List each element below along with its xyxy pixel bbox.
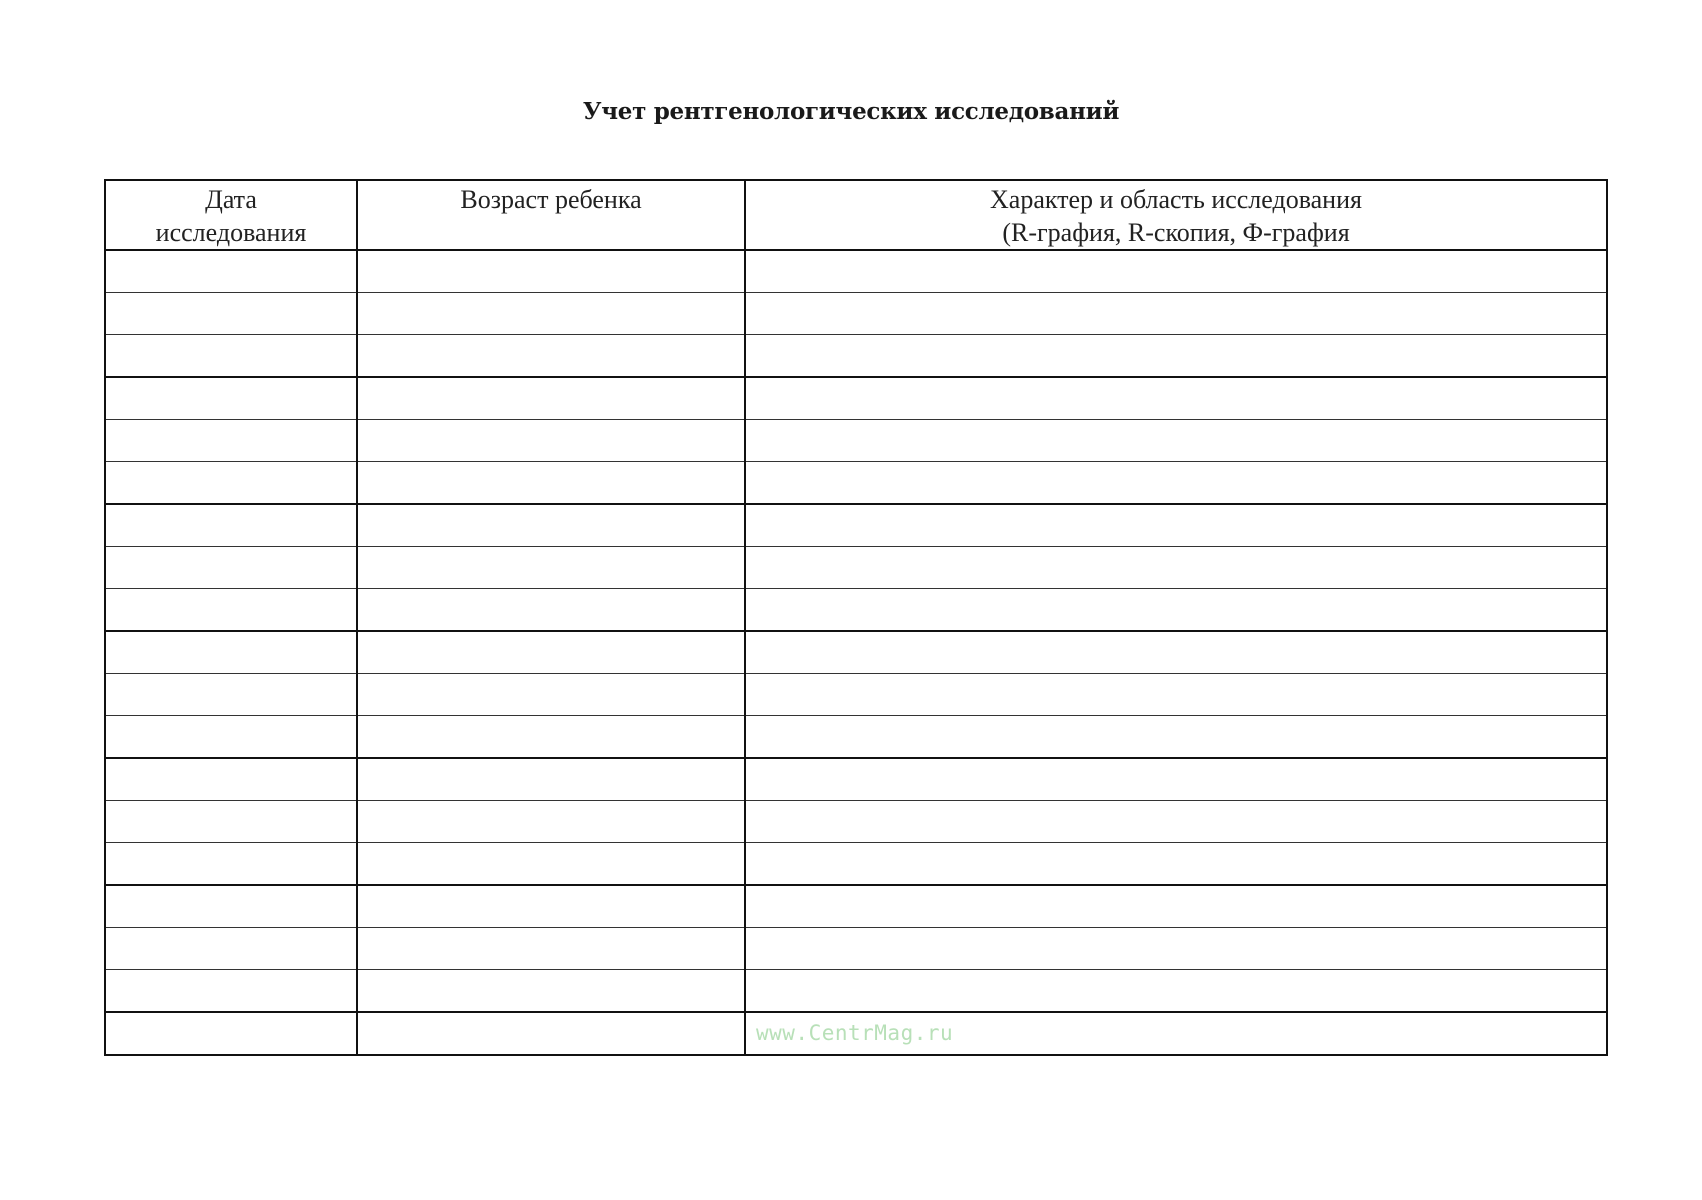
cell-child-age[interactable] bbox=[357, 250, 745, 293]
cell-child-age[interactable] bbox=[357, 631, 745, 674]
cell-date[interactable] bbox=[105, 631, 357, 674]
cell-study-type[interactable] bbox=[745, 250, 1607, 293]
table-row bbox=[105, 504, 1607, 547]
cell-child-age[interactable] bbox=[357, 801, 745, 843]
table-row bbox=[105, 335, 1607, 378]
table-row bbox=[105, 928, 1607, 970]
cell-study-type[interactable] bbox=[745, 801, 1607, 843]
cell-date[interactable] bbox=[105, 335, 357, 378]
cell-date[interactable] bbox=[105, 250, 357, 293]
cell-date[interactable] bbox=[105, 504, 357, 547]
cell-date[interactable] bbox=[105, 970, 357, 1013]
cell-child-age[interactable] bbox=[357, 674, 745, 716]
cell-date[interactable] bbox=[105, 377, 357, 420]
cell-date[interactable] bbox=[105, 462, 357, 505]
cell-study-type[interactable] bbox=[745, 589, 1607, 632]
cell-child-age[interactable] bbox=[357, 377, 745, 420]
cell-date[interactable] bbox=[105, 547, 357, 589]
cell-study-type[interactable] bbox=[745, 377, 1607, 420]
table-row bbox=[105, 250, 1607, 293]
cell-study-type[interactable] bbox=[745, 462, 1607, 505]
table-row bbox=[105, 420, 1607, 462]
table-row bbox=[105, 885, 1607, 928]
table-row bbox=[105, 801, 1607, 843]
cell-study-type[interactable] bbox=[745, 335, 1607, 378]
cell-child-age[interactable] bbox=[357, 420, 745, 462]
cell-study-type[interactable] bbox=[745, 293, 1607, 335]
cell-study-type[interactable] bbox=[745, 970, 1607, 1013]
cell-date[interactable] bbox=[105, 1012, 357, 1055]
cell-study-type[interactable] bbox=[745, 885, 1607, 928]
table-body bbox=[105, 250, 1607, 1055]
header-date-line-1: Дата bbox=[205, 185, 257, 214]
cell-date[interactable] bbox=[105, 589, 357, 632]
table-row bbox=[105, 970, 1607, 1013]
cell-child-age[interactable] bbox=[357, 504, 745, 547]
cell-study-type[interactable] bbox=[745, 716, 1607, 759]
cell-study-type[interactable] bbox=[745, 674, 1607, 716]
table-row bbox=[105, 377, 1607, 420]
header-child-age bbox=[357, 180, 745, 250]
cell-child-age[interactable] bbox=[357, 589, 745, 632]
cell-child-age[interactable] bbox=[357, 716, 745, 759]
cell-date[interactable] bbox=[105, 885, 357, 928]
cell-date[interactable] bbox=[105, 801, 357, 843]
table-row bbox=[105, 293, 1607, 335]
table-row bbox=[105, 674, 1607, 716]
cell-study-type[interactable] bbox=[745, 843, 1607, 886]
cell-date[interactable] bbox=[105, 716, 357, 759]
cell-study-type[interactable] bbox=[745, 420, 1607, 462]
header-study-type-line-1: Характер и область исследования bbox=[990, 185, 1362, 214]
header-study-type-line-2: (R-графия, R-скопия, Ф-графия bbox=[1002, 218, 1350, 247]
table-row bbox=[105, 462, 1607, 505]
cell-date[interactable] bbox=[105, 758, 357, 801]
header-date-line-2: исследования bbox=[155, 218, 307, 247]
table-row bbox=[105, 843, 1607, 886]
header-date bbox=[105, 180, 357, 250]
watermark: www.CentrMag.ru bbox=[756, 1021, 954, 1045]
cell-study-type[interactable] bbox=[745, 928, 1607, 970]
cell-date[interactable] bbox=[105, 293, 357, 335]
table-row bbox=[105, 547, 1607, 589]
cell-study-type[interactable] bbox=[745, 631, 1607, 674]
cell-child-age[interactable] bbox=[357, 1012, 745, 1055]
cell-date[interactable] bbox=[105, 674, 357, 716]
cell-study-type[interactable] bbox=[745, 504, 1607, 547]
cell-child-age[interactable] bbox=[357, 885, 745, 928]
cell-child-age[interactable] bbox=[357, 970, 745, 1013]
table-row bbox=[105, 631, 1607, 674]
cell-child-age[interactable] bbox=[357, 462, 745, 505]
header-study-type bbox=[745, 180, 1607, 250]
cell-child-age[interactable] bbox=[357, 758, 745, 801]
header-child-age-line-1: Возраст ребенка bbox=[460, 185, 642, 214]
cell-child-age[interactable] bbox=[357, 293, 745, 335]
cell-study-type[interactable] bbox=[745, 758, 1607, 801]
table-row bbox=[105, 758, 1607, 801]
cell-child-age[interactable] bbox=[357, 547, 745, 589]
xray-log-table bbox=[104, 179, 1608, 1056]
cell-child-age[interactable] bbox=[357, 335, 745, 378]
cell-date[interactable] bbox=[105, 928, 357, 970]
cell-study-type[interactable] bbox=[745, 547, 1607, 589]
table-row bbox=[105, 716, 1607, 759]
cell-date[interactable] bbox=[105, 843, 357, 886]
cell-child-age[interactable] bbox=[357, 928, 745, 970]
table-header-row bbox=[105, 180, 1607, 250]
cell-date[interactable] bbox=[105, 420, 357, 462]
table-row bbox=[105, 589, 1607, 632]
cell-child-age[interactable] bbox=[357, 843, 745, 886]
page-title: Учет рентгенологических исследований bbox=[582, 98, 1120, 125]
